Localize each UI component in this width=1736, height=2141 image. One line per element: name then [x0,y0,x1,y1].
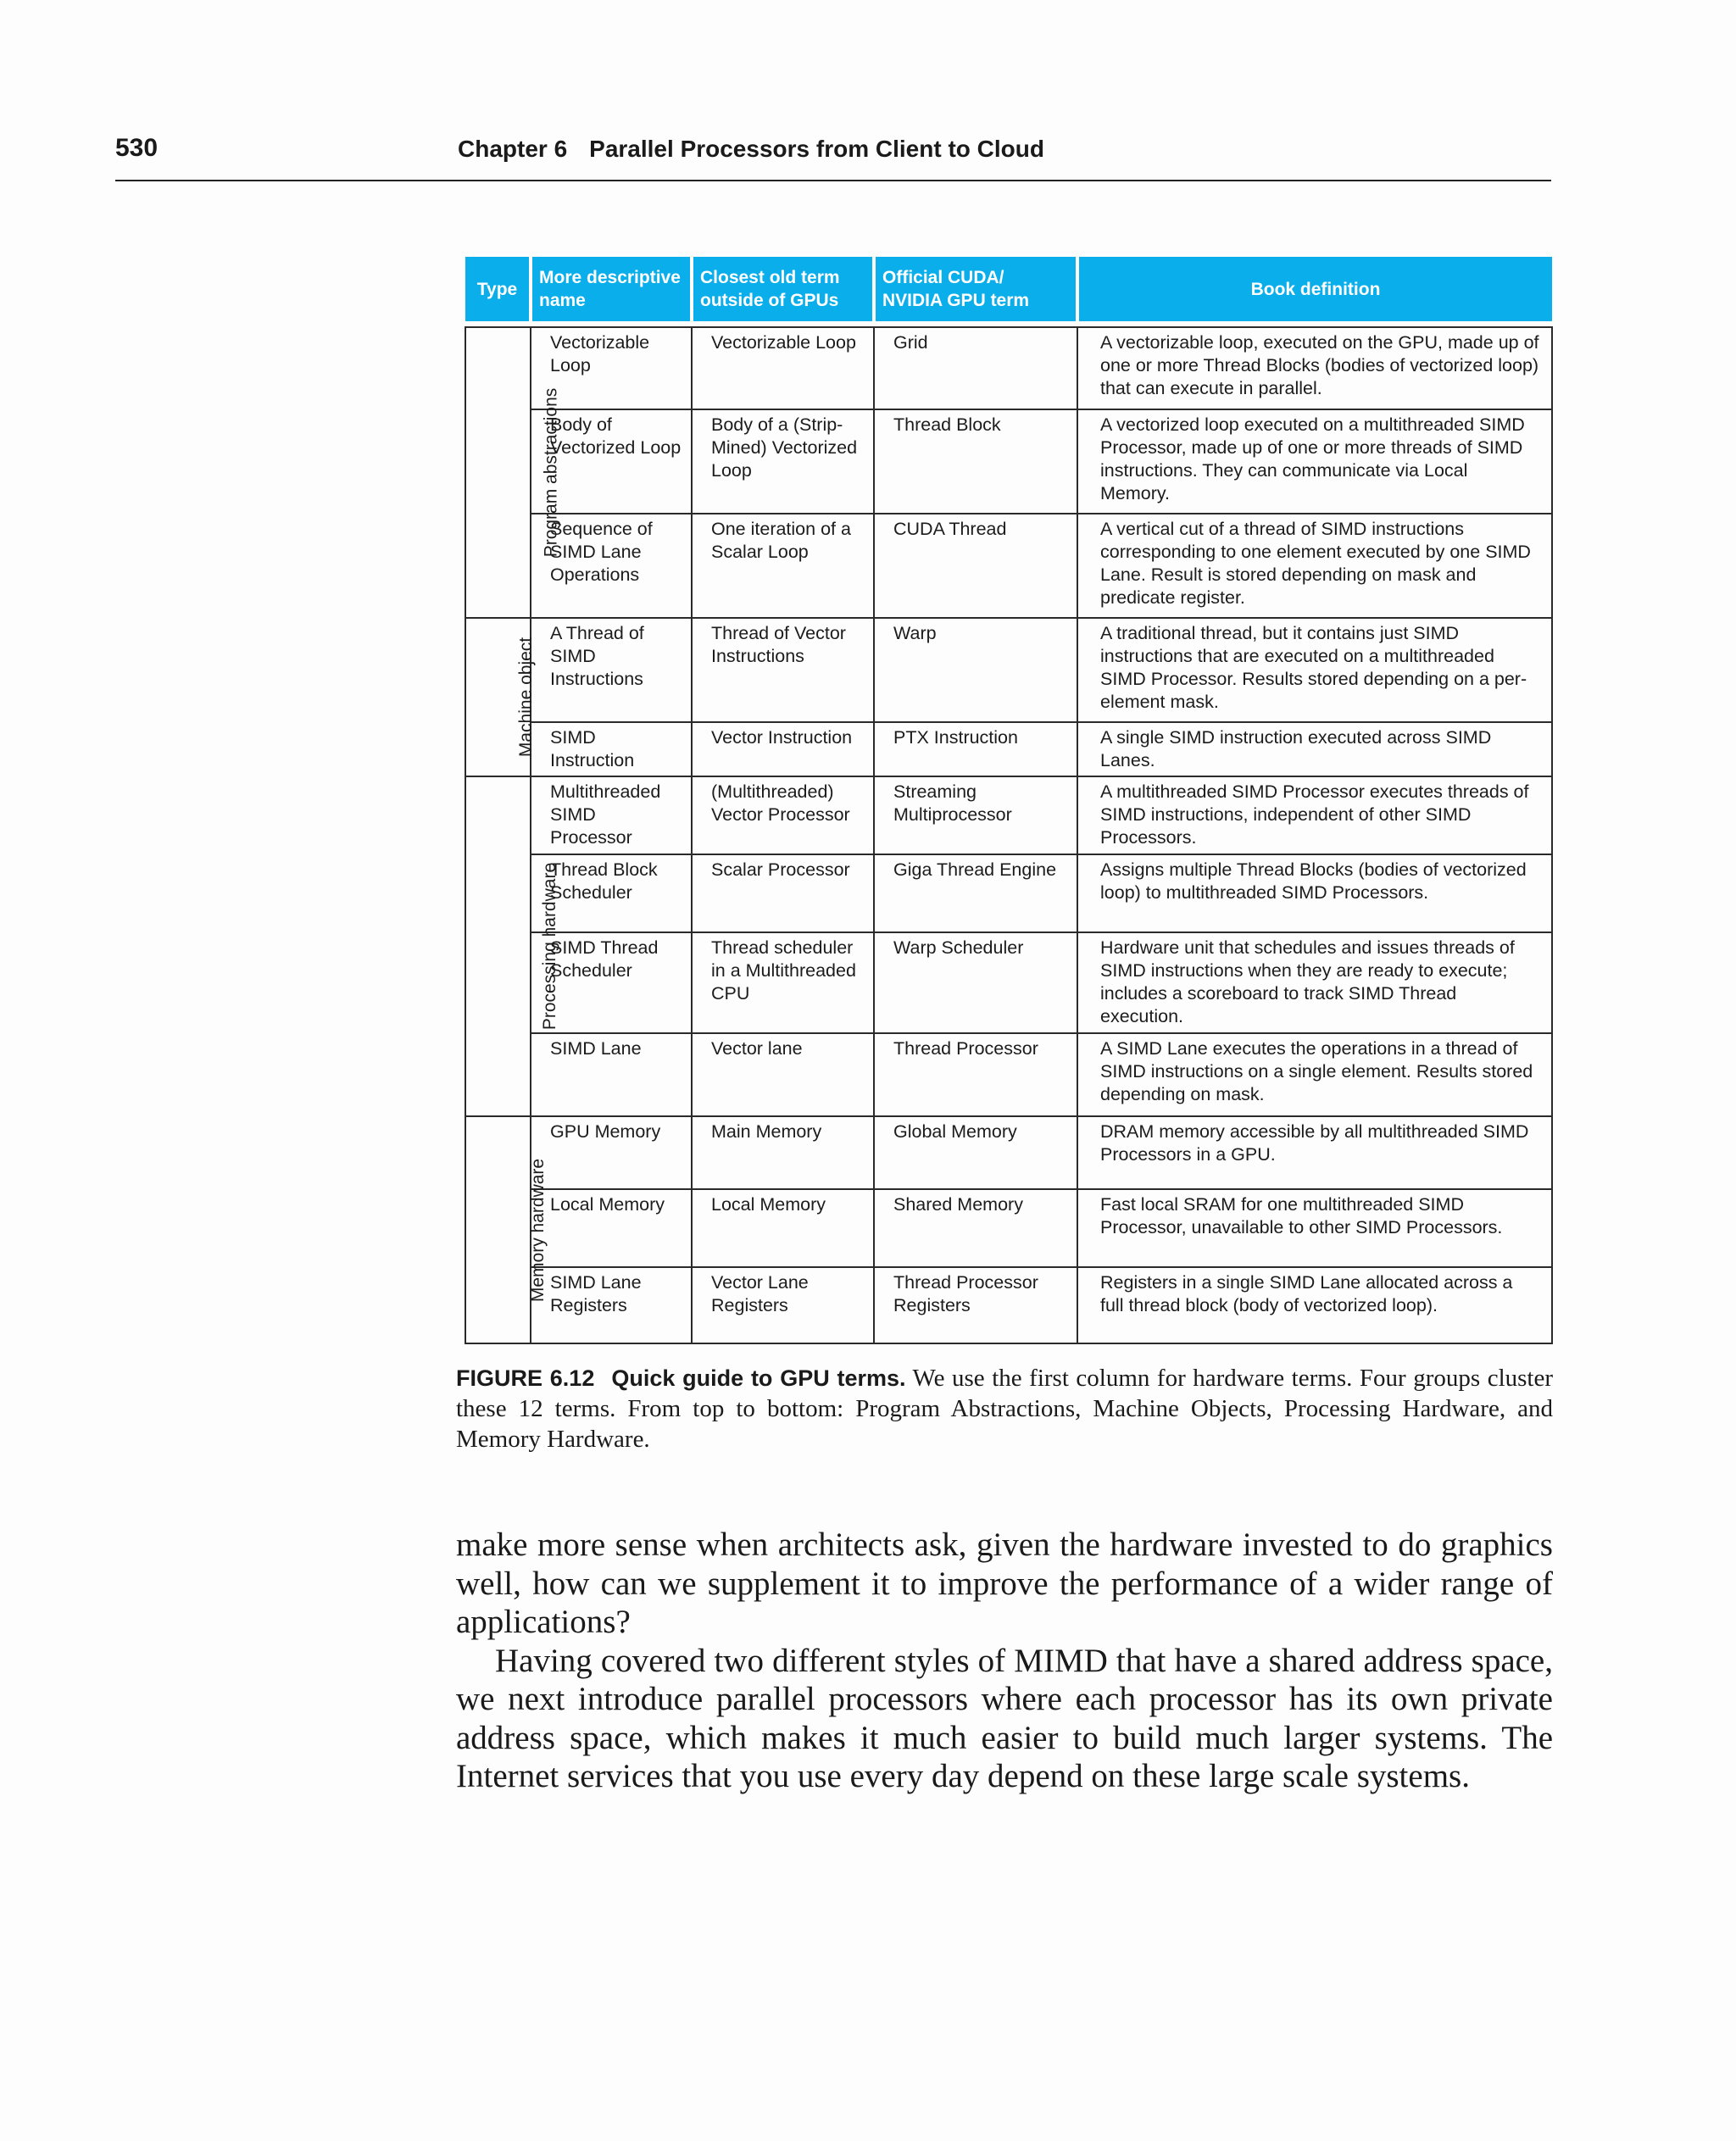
table-cell: A multithreaded SIMD Processor executes threads of SIMD instructions, independent of other SIMD Processors. [1077,776,1552,854]
table-row [465,1189,1552,1267]
table-cell: SIMD Lane Registers [531,1267,692,1343]
table-cell: Local Memory [692,1189,874,1267]
table-cell: DRAM memory accessible by all multithreaded SIMD Processors in a GPU. [1077,1116,1552,1189]
gpu-terms-table [465,257,1553,1344]
table-cell: Body of a (Strip-Mined) Vectorized Loop [692,409,874,514]
table-cell: Thread scheduler in a Multithreaded CPU [692,932,874,1033]
group-label-cell [465,1116,548,1343]
table-row [465,1267,1552,1343]
table-cell: Assigns multiple Thread Blocks (bodies of vectorized loop) to multithreaded SIMD Processors. [1077,854,1552,932]
table-cell: Fast local SRAM for one multithreaded SIMD Processor, unavailable to other SIMD Processors. [1077,1189,1552,1267]
table-cell: Thread Processor [874,1033,1077,1116]
group-label: Processing hardware [540,862,560,1031]
group-label-cell [465,776,560,1116]
table-cell: A single SIMD instruction executed across SIMD Lanes. [1077,722,1552,776]
table-cell: Warp Scheduler [874,932,1077,1033]
figure-label: FIGURE 6.12 [456,1365,595,1391]
column-header-book-definition: Book definition [1077,257,1552,321]
table-cell: A Thread of SIMD Instructions [531,618,692,722]
table-cell: A traditional thread, but it contains just SIMD instructions that are executed on a multithreaded SIMD Processor. Results stored depending on a per-element mask. [1077,618,1552,722]
table-cell: Local Memory [531,1189,692,1267]
table-row [465,776,1552,854]
table-cell: SIMD Instruction [531,722,692,776]
table-row [465,409,1552,514]
table-cell: Warp [874,618,1077,722]
table-cell: A vectorizable loop, executed on the GPU, made up of one or more Thread Blocks (bodies of vectorized loop) that can execute in parallel. [1077,327,1552,409]
table-cell: Sequence of SIMD Lane Operations [531,514,692,618]
table-cell: SIMD Thread Scheduler [531,932,692,1033]
table-cell: Giga Thread Engine [874,854,1077,932]
table-cell: Grid [874,327,1077,409]
table-row [465,722,1552,776]
table-cell: Registers in a single SIMD Lane allocated across a full thread block (body of vectorized loop). [1077,1267,1552,1343]
group-label: Program abstractions [541,387,561,558]
table-cell: One iteration of a Scalar Loop [692,514,874,618]
table-cell: Thread Processor Registers [874,1267,1077,1343]
body-paragraph: make more sense when architects ask, given the hardware invested to do graphics well, how can we supplement it to improve the performance of a wider range of applications? [456,1527,1553,1640]
body-paragraph: Having covered two different styles of MIMD that have a shared address space, we next introduce parallel processors where each processor has its own private address space, which makes it much easier to build much larger systems. The Internet services that you use every day depend on these large scale systems. [456,1642,1553,1794]
table-cell: CUDA Thread [874,514,1077,618]
group-label-cell [465,327,561,618]
page-header [115,129,1551,181]
column-header-old-term: Closest old term outside of GPUs [692,257,874,321]
table-cell: Vectorizable Loop [692,327,874,409]
figure-caption-text: We use the first column for hardware terms. Four groups cluster these 12 terms. From top to bottom: Program Abstractions, Machine Objects, Processing Hardware, and Memory Hardware. [456,1365,1553,1453]
page-number: 530 [115,134,159,162]
figure-title: Quick guide to GPU terms. [611,1365,906,1391]
table-cell: Thread Block Scheduler [531,854,692,932]
table-row [465,1116,1552,1189]
group-label-cell [465,618,537,776]
table-cell: Body of Vectorized Loop [531,409,692,514]
chapter-title: Parallel Processors from Client to Cloud [589,136,1044,162]
table-cell: A SIMD Lane executes the operations in a thread of SIMD instructions on a single element. Results stored depending on mask. [1077,1033,1552,1116]
group-label: Memory hardware [528,1158,548,1302]
table-row [465,932,1552,1033]
table-cell: Streaming Multiprocessor [874,776,1077,854]
table-row [465,514,1552,618]
group-label: Machine object [516,637,537,758]
table-cell: PTX Instruction [874,722,1077,776]
table-cell: SIMD Lane [531,1033,692,1116]
table-row [465,854,1552,932]
body-text [456,1526,1553,1796]
table-cell: Vector Instruction [692,722,874,776]
table-cell: Global Memory [874,1116,1077,1189]
column-header-cuda-term: Official CUDA/ NVIDIA GPU term [874,257,1077,321]
table-cell: Multithreaded SIMD Processor [531,776,692,854]
table-row [465,618,1552,722]
column-header-descriptive-name: More descriptive name [531,257,692,321]
table-cell: Vector lane [692,1033,874,1116]
table-cell: Vectorizable Loop [531,327,692,409]
table-cell: (Multithreaded) Vector Processor [692,776,874,854]
table-cell: Main Memory [692,1116,874,1189]
table-cell: Thread Block [874,409,1077,514]
table-cell: Scalar Processor [692,854,874,932]
running-head [458,136,1044,163]
column-header-type: Type [465,257,531,321]
table-header-row [465,257,1552,321]
table-cell: Vector Lane Registers [692,1267,874,1343]
table-cell: Thread of Vector Instructions [692,618,874,722]
table-cell: A vectorized loop executed on a multithreaded SIMD Processor, made up of one or more threads of SIMD instructions. They can communicate via Local Memory. [1077,409,1552,514]
chapter-label: Chapter 6 [458,136,568,162]
figure-caption [456,1363,1553,1454]
table-cell: A vertical cut of a thread of SIMD instructions corresponding to one element executed by one SIMD Lane. Result is stored depending on mask and predicate register. [1077,514,1552,618]
table-cell: Shared Memory [874,1189,1077,1267]
table-row [465,1033,1552,1116]
table-row [465,327,1552,409]
table-cell: Hardware unit that schedules and issues threads of SIMD instructions when they are ready to execute; includes a scoreboard to track SIMD Thread execution. [1077,932,1552,1033]
table-cell: GPU Memory [531,1116,692,1189]
